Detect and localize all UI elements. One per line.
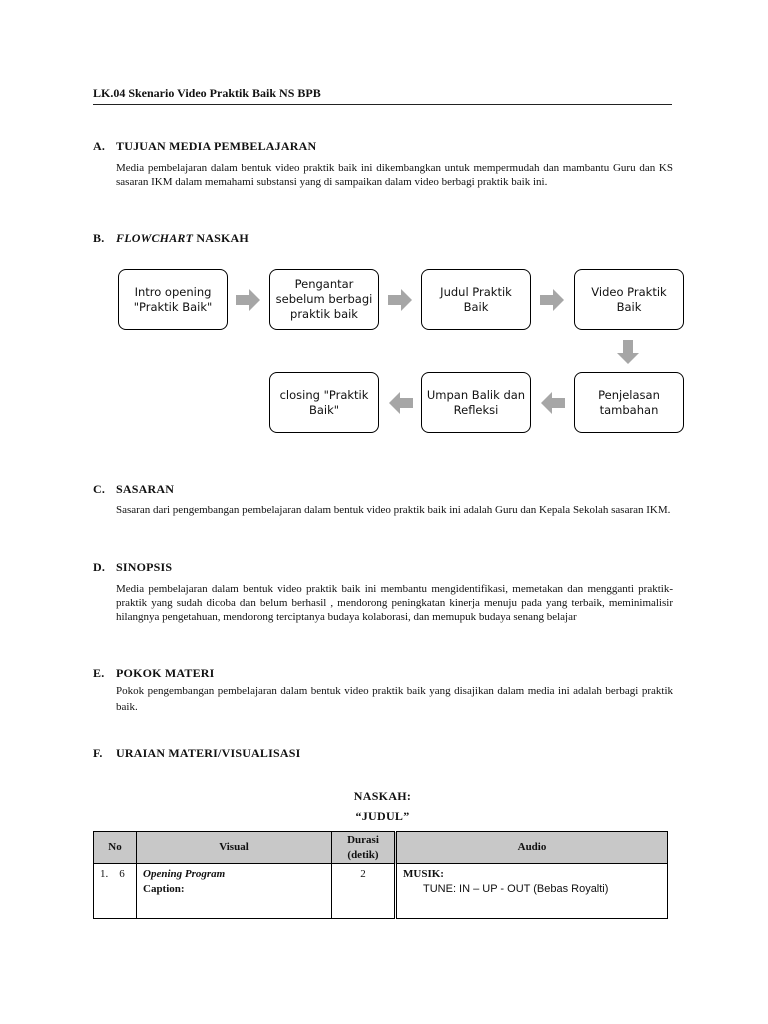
naskah-table	[93, 831, 668, 919]
audio-text: TUNE: IN – UP - OUT (Bebas Royalti)	[423, 883, 609, 895]
column-header-visual: Visual	[137, 832, 332, 864]
section-e-heading: E. POKOK MATERI	[93, 666, 215, 680]
document-header: LK.04 Skenario Video Praktik Baik NS BPB	[93, 86, 672, 105]
section-d-heading: D. SINOPSIS	[93, 560, 173, 574]
flow-step-penjelasan: Penjelasan tambahan	[574, 372, 684, 433]
column-header-audio: Audio	[396, 832, 668, 864]
column-header-no: No	[94, 832, 137, 864]
section-d-text: Media pembelajaran dalam bentuk video praktik baik ini membantu mengidentifikasi, memetakan dan mengganti praktik-praktik yang sudah dicoba dan belum berhasil , mendorong peningkatan kinerja menuju pada yang terbaik, meminimalisir hilangnya pengetahuan, mendorong terciptanya budaya kolaborasi, dan memupuk budaya senang belajar	[116, 583, 673, 623]
cell-visual	[137, 864, 332, 919]
flow-step-video: Video Praktik Baik	[574, 269, 684, 330]
naskah-heading: NASKAH:	[353, 789, 412, 803]
audio-title: MUSIK:	[403, 868, 444, 880]
section-a-text: Media pembelajaran dalam bentuk video praktik baik ini dikembangkan untuk mempermudah dan mambantu Guru dan KS sasaran IKM dalam memahami substansi yang di sampaikan dalam video berbagi praktik baik ini.	[116, 162, 673, 188]
arrow-left-icon	[389, 392, 413, 414]
flow-step-judul: Judul Praktik Baik	[421, 269, 531, 330]
section-c-text: Sasaran dari pengembangan pembelajaran dalam bentuk video praktik baik ini adalah Guru dan Kepala Sekolah sasaran IKM.	[116, 504, 671, 516]
arrow-right-icon	[388, 289, 412, 311]
flow-step-closing: closing "Praktik Baik"	[269, 372, 379, 433]
arrow-right-icon	[236, 289, 260, 311]
cell-no: 1. 6	[94, 864, 137, 919]
arrow-down-icon	[617, 340, 639, 364]
flow-step-pengantar: Pengantar sebelum berbagi praktik baik	[269, 269, 379, 330]
section-a-heading: A. TUJUAN MEDIA PEMBELAJARAN	[93, 139, 317, 153]
arrow-left-icon	[541, 392, 565, 414]
column-header-durasi: Durasi (detik)	[332, 832, 396, 864]
section-f-heading: F. URAIAN MATERI/VISUALISASI	[93, 746, 301, 760]
naskah-subheading: “JUDUL”	[355, 809, 410, 823]
arrow-right-icon	[540, 289, 564, 311]
visual-title: Opening Program	[143, 868, 226, 880]
table-row	[94, 864, 668, 919]
visual-caption: Caption:	[143, 883, 185, 895]
flow-step-intro: Intro opening "Praktik Baik"	[118, 269, 228, 330]
cell-durasi: 2	[332, 864, 396, 919]
section-b-heading: B. FLOWCHART NASKAH	[93, 231, 249, 245]
cell-audio	[396, 864, 668, 919]
table-header-row	[94, 832, 668, 864]
section-e-text: Pokok pengembangan pembelajaran dalam bentuk video praktik baik yang disajikan dalam media ini adalah berbagi praktik baik.	[116, 685, 673, 713]
flow-step-umpan-balik: Umpan Balik dan Refleksi	[421, 372, 531, 433]
section-c-heading: C. SASARAN	[93, 482, 175, 496]
